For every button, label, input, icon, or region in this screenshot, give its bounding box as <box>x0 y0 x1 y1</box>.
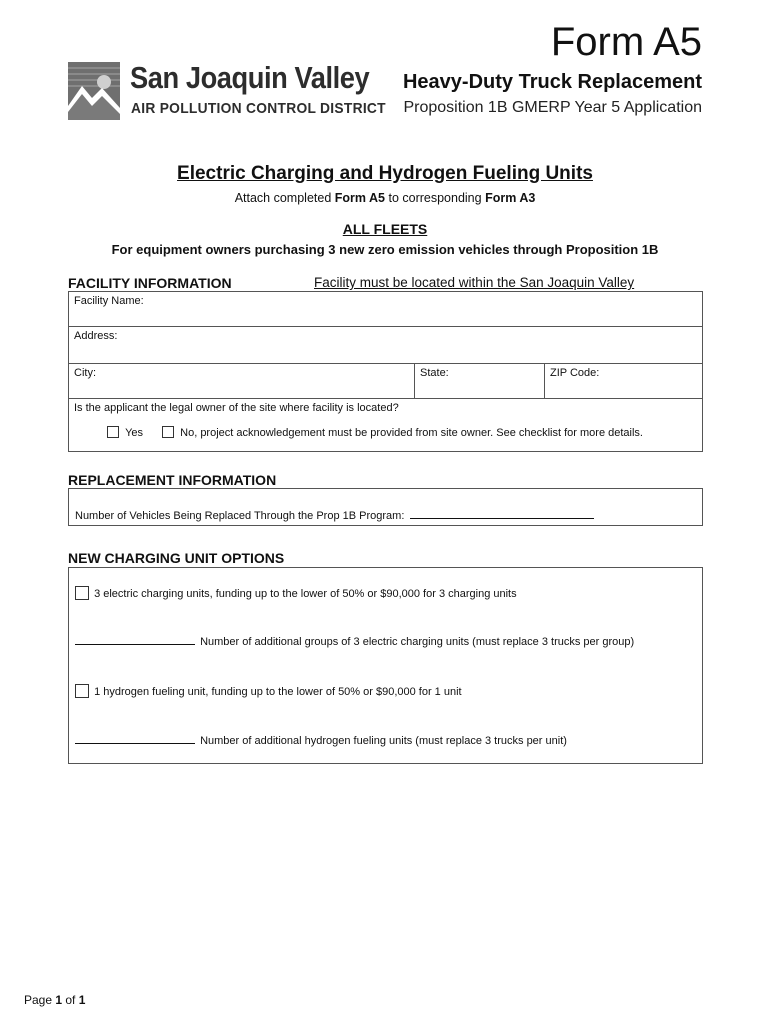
no-checkbox[interactable] <box>162 426 174 438</box>
program-title: Heavy-Duty Truck Replacement <box>402 71 702 93</box>
fleets-subheading: For equipment owners purchasing 3 new zero emission vehicles through Proposition 1B <box>111 242 659 257</box>
replacement-box <box>68 488 703 526</box>
electric-charging-option: 3 electric charging units, funding up to the lower of 50% or $90,000 for 3 charging units <box>94 588 517 600</box>
fleets-heading: ALL FLEETS <box>342 221 428 237</box>
hydrogen-fueling-checkbox[interactable] <box>75 684 89 698</box>
electric-charging-checkbox[interactable] <box>75 586 89 600</box>
address-field[interactable] <box>68 326 703 364</box>
form-title: Form A5 <box>550 20 702 64</box>
zip-label: ZIP Code: <box>550 367 600 379</box>
facility-name-field[interactable] <box>68 291 703 327</box>
city-field[interactable] <box>68 363 415 399</box>
no-label: No, project acknowledgement must be provided from site owner. See checklist for more details. <box>180 427 643 439</box>
additional-charging-groups-input[interactable] <box>75 634 195 645</box>
charging-options-box <box>68 567 703 764</box>
hydrogen-fueling-option: 1 hydrogen fueling unit, funding up to the lower of 50% or $90,000 for 1 unit <box>94 686 462 698</box>
program-subtitle: Proposition 1B GMERP Year 5 Application <box>403 99 702 116</box>
vehicles-replaced-label: Number of Vehicles Being Replaced Through the Prop 1B Program: <box>75 510 405 522</box>
page-number: Page 1 of 1 <box>24 993 86 1007</box>
state-field[interactable] <box>414 363 545 399</box>
additional-hydrogen-units-label: Number of additional hydrogen fueling units (must replace 3 trucks per unit) <box>200 735 567 747</box>
facility-heading: FACILITY INFORMATION <box>68 275 232 291</box>
additional-hydrogen-units-input[interactable] <box>75 733 195 744</box>
page-title: Electric Charging and Hydrogen Fueling Units <box>177 163 593 184</box>
charging-heading: NEW CHARGING UNIT OPTIONS <box>68 550 285 566</box>
ownership-row <box>68 398 703 452</box>
mountain-sun-logo <box>68 62 120 120</box>
state-label: State: <box>420 367 449 379</box>
yes-checkbox[interactable] <box>107 426 119 438</box>
org-subtitle: AIR POLLUTION CONTROL DISTRICT <box>131 100 386 117</box>
vehicles-replaced-input[interactable] <box>410 508 594 519</box>
additional-charging-groups-label: Number of additional groups of 3 electric charging units (must replace 3 trucks per group) <box>200 636 635 648</box>
attach-instruction: Attach completed Form A5 to corresponding Form A3 <box>234 191 536 205</box>
zip-field[interactable] <box>544 363 703 399</box>
city-label: City: <box>74 367 96 379</box>
ownership-question: Is the applicant the legal owner of the site where facility is located? <box>74 402 399 414</box>
org-name: San Joaquin Valley <box>130 60 370 95</box>
facility-name-label: Facility Name: <box>74 295 144 307</box>
replacement-heading: REPLACEMENT INFORMATION <box>68 472 277 488</box>
facility-table <box>68 291 703 452</box>
facility-location-note: Facility must be located within the San Joaquin Valley <box>314 275 635 290</box>
address-label: Address: <box>74 330 118 342</box>
yes-label: Yes <box>125 427 144 439</box>
